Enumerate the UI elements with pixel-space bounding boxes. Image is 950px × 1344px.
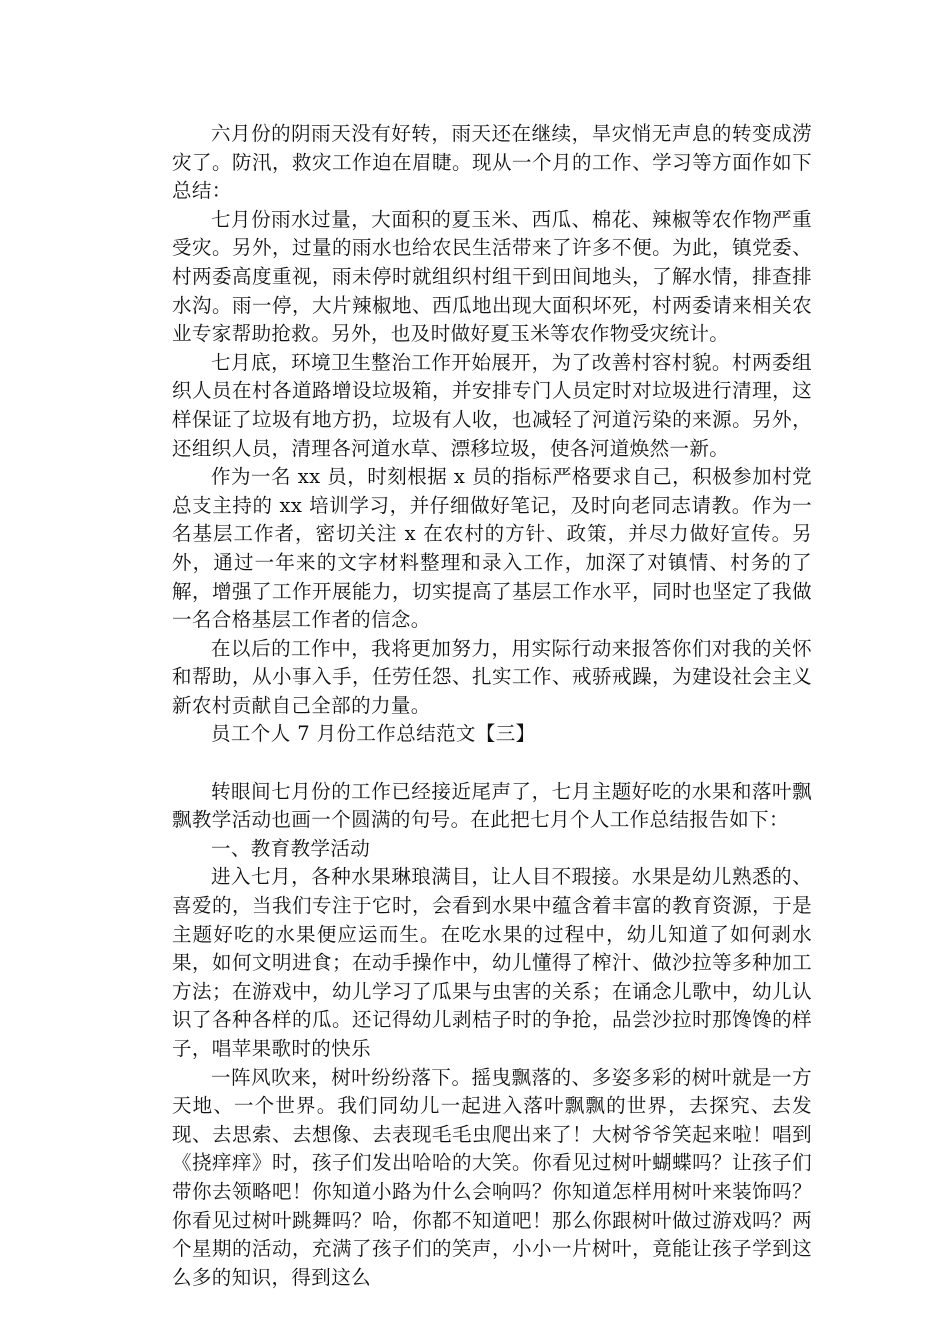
subsection-heading: 一、教育教学活动 (211, 836, 371, 860)
blank-line (172, 749, 812, 778)
paragraph: 进入七月，各种水果琳琅满目，让人目不瑕接。水果是幼儿熟悉的、喜爱的，当我们专注于它时，会看到水果中蕴含着丰富的教育资源，于是主题好吃的水果便应运而生。在吃水果的过程中，幼儿知道了如何剥水果，如何文明进食；在动手操作中，幼儿懂得了榨汁、做沙拉等多种加工方法；在游戏中，幼儿学习了瓜果与虫害的关系；在诵念儿歌中，幼儿认识了各种各样的瓜。还记得幼儿剥桔子时的争抢，品尝沙拉时那馋馋的样子，唱苹果歌时的快乐 (172, 865, 812, 1060)
section-title: 员工个人 7 月份工作总结范文【三】 (211, 722, 536, 746)
document-body (172, 120, 812, 1292)
paragraph: 在以后的工作中，我将更加努力，用实际行动来报答你们对我的关怀和帮助，从小事入手，任劳任怨、扎实工作、戒骄戒躁，为建设社会主义新农村贡献自己全部的力量。 (172, 636, 812, 717)
paragraph: 作为一名 xx 员，时刻根据 x 员的指标严格要求自己，积极参加村党总支主持的 xx 培训学习，并仔细做好笔记，及时向老同志请教。作为一名基层工作者，密切关注 x 在农村的方针、政策，并尽力做好宣传。另外，通过一年来的文字材料整理和录入工作，加深了对镇情、村务的了解，增强了工作开展能力，切实提高了基层工作水平，同时也坚定了我做一名合格基层工作者的信念。 (172, 465, 812, 632)
paragraph: 六月份的阴雨天没有好转，雨天还在继续，旱灾悄无声息的转变成涝灾了。防汛，救灾工作迫在眉睫。现从一个月的工作、学习等方面作如下总结： (172, 122, 812, 203)
paragraph: 一阵风吹来，树叶纷纷落下。摇曳飘落的、多姿多彩的树叶就是一方天地、一个世界。我们同幼儿一起进入落叶飘飘的世界，去探究、去发现、去思索、去想像、去表现毛毛虫爬出来了！大树爷爷笑起来啦！唱到《挠痒痒》时，孩子们发出哈哈的大笑。你看见过树叶蝴蝶吗？让孩子们带你去领略吧！你知道小路为什么会响吗？你知道怎样用树叶来装饰吗？你看见过树叶跳舞吗？哈，你都不知道吧！那么你跟树叶做过游戏吗？两个星期的活动，充满了孩子们的笑声，小小一片树叶，竟能让孩子学到这么多的知识，得到这么 (172, 1065, 812, 1289)
paragraph: 七月份雨水过量，大面积的夏玉米、西瓜、棉花、辣椒等农作物严重受灾。另外，过量的雨水也给农民生活带来了许多不便。为此，镇党委、村两委高度重视，雨未停时就组织村组干到田间地头，了解水情，排查排水沟。雨一停，大片辣椒地、西瓜地出现大面积坏死，村两委请来相关农业专家帮助抢救。另外，也及时做好夏玉米等农作物受灾统计。 (172, 207, 812, 346)
paragraph: 七月底，环境卫生整治工作开始展开，为了改善村容村貌。村两委组织人员在村各道路增设垃圾箱，并安排专门人员定时对垃圾进行清理，这样保证了垃圾有地方扔，垃圾有人收，也减轻了河道污染的来源。另外，还组织人员，清理各河道水草、漂移垃圾，使各河道焕然一新。 (172, 350, 812, 460)
paragraph: 转眼间七月份的工作已经接近尾声了，七月主题好吃的水果和落叶飘飘教学活动也画一个圆满的句号。在此把七月个人工作总结报告如下： (172, 779, 812, 832)
